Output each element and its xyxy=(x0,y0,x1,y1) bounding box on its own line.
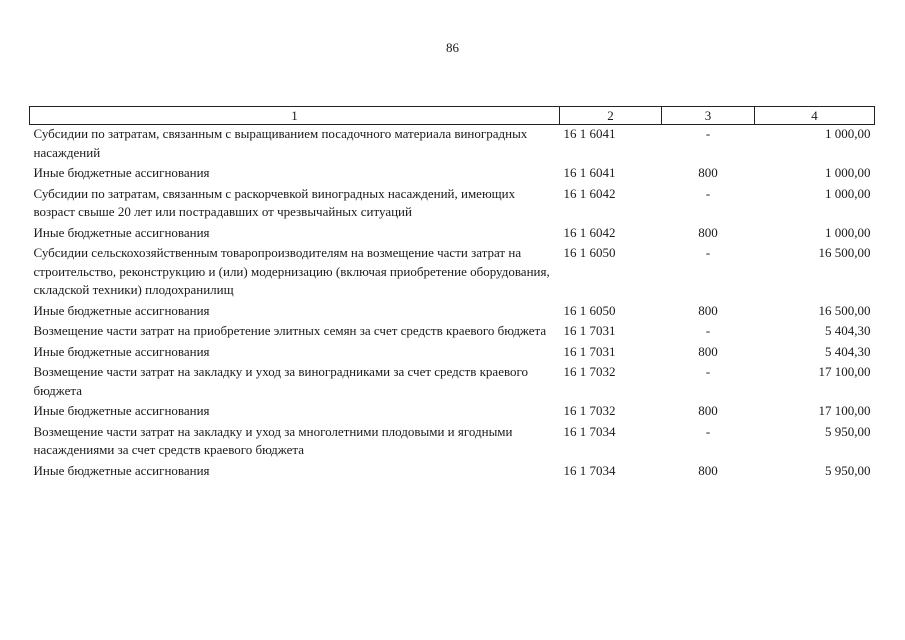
row-type: 800 xyxy=(698,302,718,318)
table-row xyxy=(30,224,875,245)
table-row xyxy=(30,363,875,402)
table-row xyxy=(30,322,875,343)
row-name: Субсидии сельскохозяйственным товаропроизводителям на возмещение части затрат на строительство, реконструкцию и (или) модернизацию (включая приобретение оборудования, складской техники) плодохранилищ xyxy=(33,245,550,297)
row-type: - xyxy=(705,245,711,260)
table-row xyxy=(30,125,875,165)
row-type: - xyxy=(705,323,711,338)
row-type: - xyxy=(705,423,711,439)
row-type: - xyxy=(705,364,711,379)
table-body xyxy=(30,125,875,483)
table-row xyxy=(30,462,875,483)
page-number: 86 xyxy=(446,40,459,55)
row-type: 800 xyxy=(698,343,718,359)
header-col-2: 2 xyxy=(560,107,662,125)
row-code: 16 1 6041 xyxy=(563,165,616,180)
table-row xyxy=(30,343,875,364)
row-name: Иные бюджетные ассигнования xyxy=(33,462,210,478)
table-row xyxy=(30,164,875,185)
row-code: 16 1 7031 xyxy=(563,323,616,338)
row-code: 16 1 7034 xyxy=(563,462,616,478)
row-name: Субсидии по затратам, связанным с раскорчевкой виноградных насаждений, имеющих возраст свыше 20 лет или пострадавших от чрезвычайных ситуаций xyxy=(33,185,516,219)
row-name: Возмещение части затрат на приобретение элитных семян за счет средств краевого бюджета xyxy=(33,323,547,338)
row-code: 16 1 6050 xyxy=(563,302,616,318)
row-type: - xyxy=(705,185,711,201)
row-code: 16 1 7034 xyxy=(563,423,616,439)
row-name: Иные бюджетные ассигнования xyxy=(33,302,210,318)
row-code: 16 1 7032 xyxy=(563,364,616,379)
row-amount: 16 500,00 xyxy=(818,302,871,318)
row-name: Возмещение части затрат на закладку и уход за виноградниками за счет средств краевого бюджета xyxy=(33,364,529,398)
row-type: - xyxy=(705,126,711,141)
row-code: 16 1 6042 xyxy=(563,185,616,201)
row-amount: 5 404,30 xyxy=(825,323,871,338)
row-amount: 1 000,00 xyxy=(825,126,871,141)
header-col-3: 3 xyxy=(662,107,755,125)
row-amount: 17 100,00 xyxy=(818,364,871,379)
row-type: 800 xyxy=(698,403,718,418)
table-row xyxy=(30,402,875,423)
row-name: Иные бюджетные ассигнования xyxy=(33,343,210,359)
row-code: 16 1 7031 xyxy=(563,343,616,359)
row-amount: 16 500,00 xyxy=(818,245,871,260)
table-row xyxy=(30,302,875,323)
row-type: 800 xyxy=(698,224,718,240)
header-row xyxy=(30,107,875,125)
row-amount: 1 000,00 xyxy=(825,185,871,201)
row-name: Иные бюджетные ассигнования xyxy=(33,403,210,418)
row-code: 16 1 6041 xyxy=(563,126,616,141)
row-name: Субсидии по затратам, связанным с выращиванием посадочного материала виноградных насаждений xyxy=(33,126,528,160)
row-amount: 1 000,00 xyxy=(825,224,871,240)
table-header xyxy=(30,107,875,125)
row-name: Возмещение части затрат на закладку и уход за многолетними плодовыми и ягодными насаждениями за счет средств краевого бюджета xyxy=(33,423,513,457)
header-col-1: 1 xyxy=(30,107,560,125)
header-col-4: 4 xyxy=(755,107,875,125)
budget-table xyxy=(29,106,875,482)
row-type: 800 xyxy=(698,165,718,180)
row-code: 16 1 6042 xyxy=(563,224,616,240)
row-name: Иные бюджетные ассигнования xyxy=(33,224,210,240)
row-amount: 5 404,30 xyxy=(825,343,871,359)
row-amount: 5 950,00 xyxy=(825,423,871,439)
row-amount: 1 000,00 xyxy=(825,165,871,180)
table-row xyxy=(30,244,875,302)
row-code: 16 1 6050 xyxy=(563,245,616,260)
row-code: 16 1 7032 xyxy=(563,403,616,418)
row-amount: 5 950,00 xyxy=(825,462,871,478)
row-amount: 17 100,00 xyxy=(818,403,871,418)
table-row xyxy=(30,185,875,224)
row-name: Иные бюджетные ассигнования xyxy=(33,165,210,180)
row-type: 800 xyxy=(698,462,718,478)
table-row xyxy=(30,423,875,462)
